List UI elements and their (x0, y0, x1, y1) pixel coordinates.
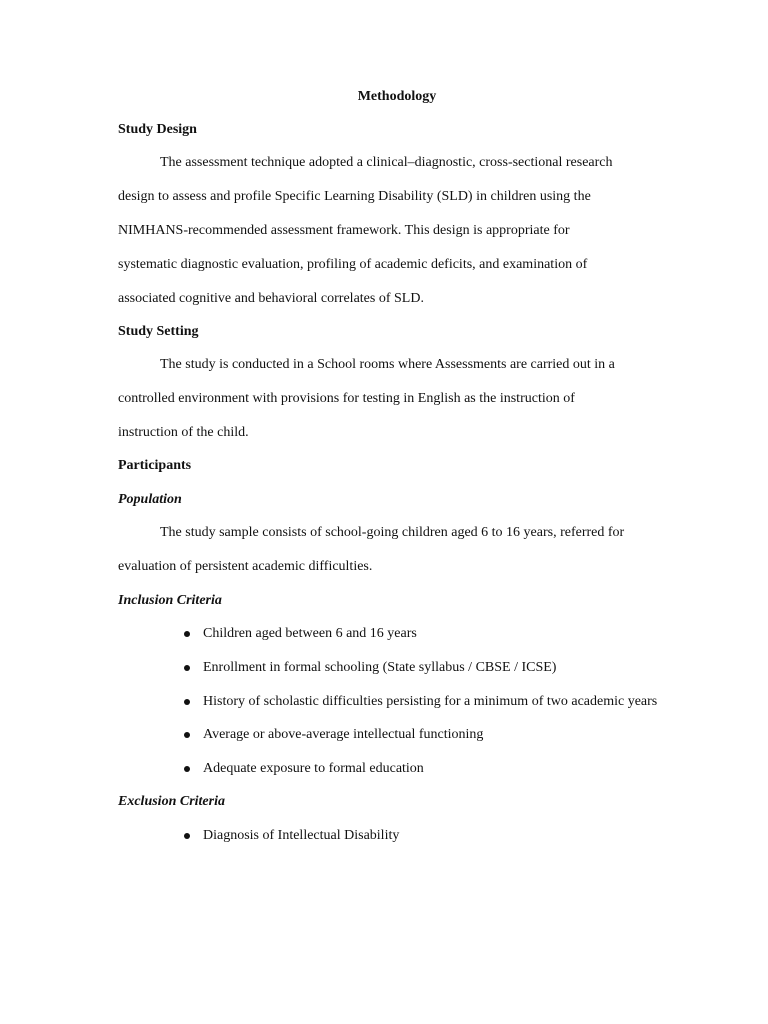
section-heading-study-design: Study Design (118, 122, 197, 137)
list-item-text: Diagnosis of Intellectual Disability (203, 828, 400, 843)
section-heading-study-setting: Study Setting (118, 324, 199, 339)
list-item-text: Average or above-average intellectual functioning (203, 727, 484, 742)
bullet-icon (184, 766, 190, 772)
list-item-text: Adequate exposure to formal education (203, 761, 424, 776)
paragraph-line: NIMHANS-recommended assessment framework. This design is appropriate for (118, 223, 570, 238)
subheading-exclusion-criteria: Exclusion Criteria (118, 794, 225, 809)
paragraph-line: The assessment technique adopted a clinical–diagnostic, cross-sectional research (160, 155, 613, 170)
paragraph-line: associated cognitive and behavioral correlates of SLD. (118, 291, 424, 306)
paragraph-line: The study sample consists of school-going children aged 6 to 16 years, referred for (160, 525, 625, 540)
page-title: Methodology (357, 89, 437, 104)
bullet-icon (184, 699, 190, 705)
paragraph-line: instruction of the child. (118, 425, 249, 440)
subheading-population: Population (118, 492, 182, 507)
bullet-icon (184, 665, 190, 671)
list-item-text: Children aged between 6 and 16 years (203, 626, 417, 641)
paragraph-line: systematic diagnostic evaluation, profiling of academic deficits, and examination of (118, 257, 588, 272)
bullet-icon (184, 732, 190, 738)
paragraph-line: evaluation of persistent academic difficulties. (118, 559, 373, 574)
bullet-icon (184, 631, 190, 637)
section-heading-participants: Participants (118, 458, 192, 473)
list-item-text: Enrollment in formal schooling (State syllabus / CBSE / ICSE) (203, 660, 557, 675)
bullet-icon (184, 833, 190, 839)
paragraph-line: design to assess and profile Specific Learning Disability (SLD) in children using the (118, 189, 591, 204)
paragraph-line: The study is conducted in a School rooms where Assessments are carried out in a (160, 357, 615, 372)
list-item-text: History of scholastic difficulties persisting for a minimum of two academic years (203, 694, 658, 709)
paragraph-line: controlled environment with provisions for testing in English as the instruction of (118, 391, 575, 406)
subheading-inclusion-criteria: Inclusion Criteria (118, 593, 222, 608)
